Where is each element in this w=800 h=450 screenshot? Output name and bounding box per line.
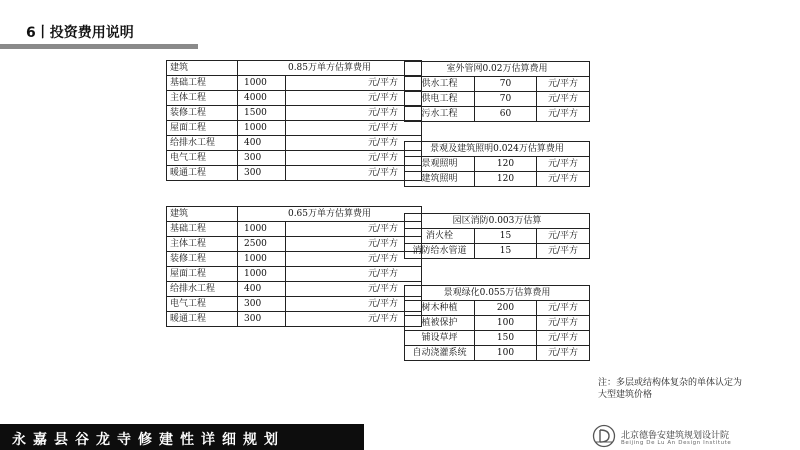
table-header-row — [405, 214, 590, 229]
row-value: 400 — [238, 136, 286, 151]
row-value: 100 — [475, 346, 537, 361]
note-line-1: 注：多层或结构体复杂的单体认定为 — [598, 378, 743, 388]
row-value: 1000 — [238, 222, 286, 237]
company-logo-icon — [592, 424, 616, 448]
table-row — [167, 121, 422, 136]
row-unit: 元/平方 — [537, 244, 590, 259]
row-name: 装修工程 — [167, 252, 238, 267]
table-row — [167, 237, 422, 252]
row-name: 树木种植 — [405, 301, 475, 316]
row-unit: 元/平方 — [286, 297, 422, 312]
row-value: 4000 — [238, 91, 286, 106]
row-unit: 元/平方 — [286, 121, 422, 136]
row-name: 基础工程 — [167, 76, 238, 91]
row-unit: 元/平方 — [537, 157, 590, 172]
row-unit: 元/平方 — [286, 91, 422, 106]
lighting-cost-table — [404, 141, 590, 187]
row-unit: 元/平方 — [286, 312, 422, 327]
row-name: 主体工程 — [167, 237, 238, 252]
row-name: 屋面工程 — [167, 267, 238, 282]
row-value: 100 — [475, 316, 537, 331]
row-value: 2500 — [238, 237, 286, 252]
row-unit: 元/平方 — [286, 282, 422, 297]
row-name: 基础工程 — [167, 222, 238, 237]
row-value: 1000 — [238, 76, 286, 91]
table-row — [405, 107, 590, 122]
row-unit: 元/平方 — [537, 172, 590, 187]
table-row — [167, 297, 422, 312]
building-cost-table-1 — [166, 60, 422, 181]
header-rule — [0, 44, 198, 49]
row-value: 1500 — [238, 106, 286, 121]
table-row — [405, 77, 590, 92]
row-name: 给排水工程 — [167, 282, 238, 297]
row-unit: 元/平方 — [286, 76, 422, 91]
table-row — [167, 222, 422, 237]
page-title: 6丨投资费用说明 — [26, 25, 134, 41]
note-line-2: 大型建筑价格 — [598, 390, 653, 400]
row-unit: 元/平方 — [286, 136, 422, 151]
table-head-label: 建筑 — [167, 61, 238, 76]
row-unit: 元/平方 — [286, 267, 422, 282]
row-name: 主体工程 — [167, 91, 238, 106]
table-head: 园区消防0.003万估算 — [405, 214, 590, 229]
row-unit: 元/平方 — [286, 252, 422, 267]
row-name: 建筑照明 — [405, 172, 475, 187]
table-row — [405, 316, 590, 331]
row-name: 装修工程 — [167, 106, 238, 121]
row-unit: 元/平方 — [537, 229, 590, 244]
table-row — [405, 92, 590, 107]
row-unit: 元/平方 — [537, 331, 590, 346]
row-name: 消防给水管道 — [405, 244, 475, 259]
row-value: 400 — [238, 282, 286, 297]
row-unit: 元/平方 — [286, 237, 422, 252]
landscape-greening-cost-table — [404, 285, 590, 361]
table-row — [405, 229, 590, 244]
footer-band — [0, 424, 364, 450]
table-row — [167, 282, 422, 297]
row-value: 300 — [238, 297, 286, 312]
row-name: 消火栓 — [405, 229, 475, 244]
row-value: 70 — [475, 92, 537, 107]
row-value: 300 — [238, 151, 286, 166]
table-head: 室外管网0.02万估算费用 — [405, 62, 590, 77]
table-row — [167, 151, 422, 166]
row-unit: 元/平方 — [537, 107, 590, 122]
note-text — [598, 377, 788, 401]
row-value: 120 — [475, 157, 537, 172]
table-header-row — [405, 286, 590, 301]
table-row — [405, 346, 590, 361]
table-row — [167, 312, 422, 327]
table-row — [405, 331, 590, 346]
table-head-value: 0.65万单方估算费用 — [238, 207, 422, 222]
row-value: 15 — [475, 229, 537, 244]
project-name: 永嘉县谷龙寺修建性详细规划 — [12, 432, 285, 448]
table-row — [167, 76, 422, 91]
row-value: 15 — [475, 244, 537, 259]
row-name: 景观照明 — [405, 157, 475, 172]
table-row — [405, 172, 590, 187]
row-name: 污水工程 — [405, 107, 475, 122]
row-unit: 元/平方 — [286, 106, 422, 121]
table-row — [167, 166, 422, 181]
row-unit: 元/平方 — [537, 316, 590, 331]
row-unit: 元/平方 — [537, 92, 590, 107]
row-value: 200 — [475, 301, 537, 316]
page-header — [0, 0, 800, 50]
row-value: 1000 — [238, 121, 286, 136]
building-cost-table-2 — [166, 206, 422, 327]
table-row — [405, 301, 590, 316]
row-name: 供水工程 — [405, 77, 475, 92]
row-value: 60 — [475, 107, 537, 122]
table-head-value: 0.85万单方估算费用 — [238, 61, 422, 76]
table-head-label: 建筑 — [167, 207, 238, 222]
company-name-en: Beijing De Lu An Design Institute — [621, 440, 732, 446]
row-value: 1000 — [238, 267, 286, 282]
row-name: 暖通工程 — [167, 312, 238, 327]
row-name: 给排水工程 — [167, 136, 238, 151]
table-row — [167, 267, 422, 282]
row-name: 自动浇灌系统 — [405, 346, 475, 361]
table-head: 景观及建筑照明0.024万估算费用 — [405, 142, 590, 157]
table-row — [405, 244, 590, 259]
row-value: 70 — [475, 77, 537, 92]
row-name: 暖通工程 — [167, 166, 238, 181]
row-name: 电气工程 — [167, 151, 238, 166]
row-name: 供电工程 — [405, 92, 475, 107]
row-name: 屋面工程 — [167, 121, 238, 136]
company-name: 北京德鲁安建筑规划设计院 — [621, 431, 730, 441]
table-header-row — [167, 207, 422, 222]
table-header-row — [405, 142, 590, 157]
table-row — [167, 136, 422, 151]
row-value: 300 — [238, 312, 286, 327]
row-value: 150 — [475, 331, 537, 346]
row-value: 1000 — [238, 252, 286, 267]
row-value: 120 — [475, 172, 537, 187]
row-name: 植被保护 — [405, 316, 475, 331]
table-row — [167, 91, 422, 106]
table-row — [167, 252, 422, 267]
pipe-network-cost-table — [404, 61, 590, 122]
row-name: 电气工程 — [167, 297, 238, 312]
table-row — [167, 106, 422, 121]
fire-protection-cost-table — [404, 213, 590, 259]
row-name: 铺设草坪 — [405, 331, 475, 346]
table-header-row — [405, 62, 590, 77]
row-unit: 元/平方 — [286, 151, 422, 166]
table-row — [405, 157, 590, 172]
row-unit: 元/平方 — [537, 301, 590, 316]
row-value: 300 — [238, 166, 286, 181]
table-head: 景观绿化0.055万估算费用 — [405, 286, 590, 301]
row-unit: 元/平方 — [286, 222, 422, 237]
row-unit: 元/平方 — [537, 77, 590, 92]
row-unit: 元/平方 — [537, 346, 590, 361]
table-header-row — [167, 61, 422, 76]
row-unit: 元/平方 — [286, 166, 422, 181]
